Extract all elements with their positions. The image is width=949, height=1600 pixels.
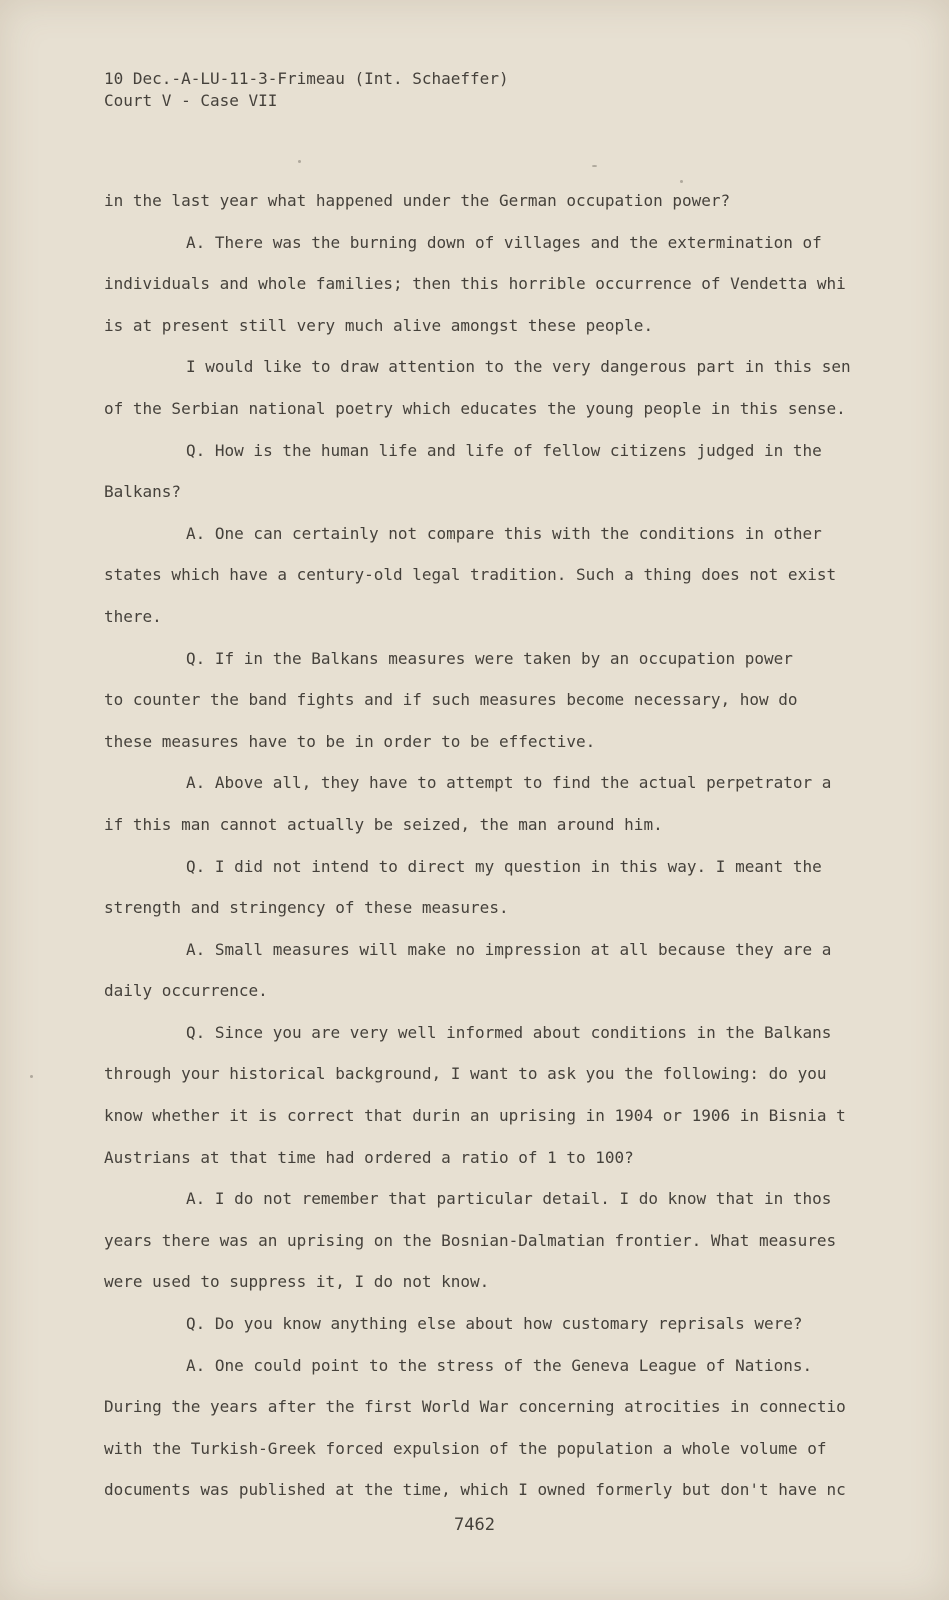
paper-speck	[30, 1075, 33, 1078]
transcript-line: A. Small measures will make no impression at all because they are a	[186, 939, 832, 959]
transcript-line: with the Turkish-Greek forced expulsion of the population a whole volume of	[104, 1438, 827, 1458]
transcript-line: Q. Do you know anything else about how customary reprisals were?	[186, 1314, 803, 1334]
transcript-line: A. One can certainly not compare this with the conditions in other	[186, 523, 822, 543]
transcript-line: During the years after the first World War concerning atrocities in connectio	[104, 1397, 846, 1417]
transcript-line: is at present still very much alive amongst these people.	[104, 315, 654, 335]
transcript-line: Q. I did not intend to direct my question in this way. I meant the	[186, 856, 822, 876]
transcript-line: daily occurrence.	[104, 981, 268, 1001]
transcript-line: in the last year what happened under the German occupation power?	[104, 191, 731, 210]
transcript-line: A. There was the burning down of villages and the extermination of	[186, 232, 822, 252]
page-number: 7462	[454, 1515, 495, 1535]
transcript-line: there.	[104, 606, 162, 626]
transcript-line: these measures have to be in order to be effective.	[104, 731, 596, 751]
transcript-line: Q. Since you are very well informed about conditions in the Balkans	[186, 1022, 832, 1042]
paper-speck	[592, 165, 597, 167]
transcript-line: years there was an uprising on the Bosnian-Dalmatian frontier. What measures	[104, 1230, 837, 1250]
transcript-line: to counter the band fights and if such measures become necessary, how do	[104, 690, 798, 710]
transcript-line: Q. How is the human life and life of fellow citizens judged in the	[186, 440, 822, 460]
paper-speck	[680, 180, 683, 183]
header-line-2: Court V - Case VII	[104, 91, 278, 110]
document-header	[104, 68, 509, 112]
transcript-line: if this man cannot actually be seized, the man around him.	[104, 814, 663, 834]
header-line-1: 10 Dec.-A-LU-11-3-Frimeau (Int. Schaeffer)	[104, 69, 509, 88]
transcript-line: documents was published at the time, which I owned formerly but don't have nc	[104, 1480, 846, 1500]
transcript-line: A. One could point to the stress of the Geneva League of Nations.	[186, 1355, 813, 1375]
transcript-line: individuals and whole families; then this horrible occurrence of Vendetta whi	[104, 274, 846, 294]
transcript-line: Austrians at that time had ordered a ratio of 1 to 100?	[104, 1147, 634, 1167]
transcript-line: of the Serbian national poetry which educates the young people in this sense.	[104, 398, 846, 418]
transcript-line: Balkans?	[104, 482, 182, 502]
transcript-line: A. I do not remember that particular detail. I do know that in thos	[186, 1189, 832, 1209]
transcript-line: were used to suppress it, I do not know.	[104, 1272, 490, 1292]
transcript-body	[104, 188, 904, 1519]
transcript-line: strength and stringency of these measures.	[104, 898, 509, 918]
paper-speck	[298, 160, 301, 163]
transcript-line: Q. If in the Balkans measures were taken by an occupation power	[186, 648, 793, 668]
transcript-line: through your historical background, I want to ask you the following: do you	[104, 1064, 827, 1084]
transcript-line: I would like to draw attention to the very dangerous part in this sen	[186, 357, 851, 377]
transcript-line: know whether it is correct that durin an uprising in 1904 or 1906 in Bisnia t	[104, 1106, 846, 1126]
transcript-line: A. Above all, they have to attempt to find the actual perpetrator a	[186, 773, 832, 793]
transcript-line: states which have a century-old legal tradition. Such a thing does not exist	[104, 565, 837, 585]
